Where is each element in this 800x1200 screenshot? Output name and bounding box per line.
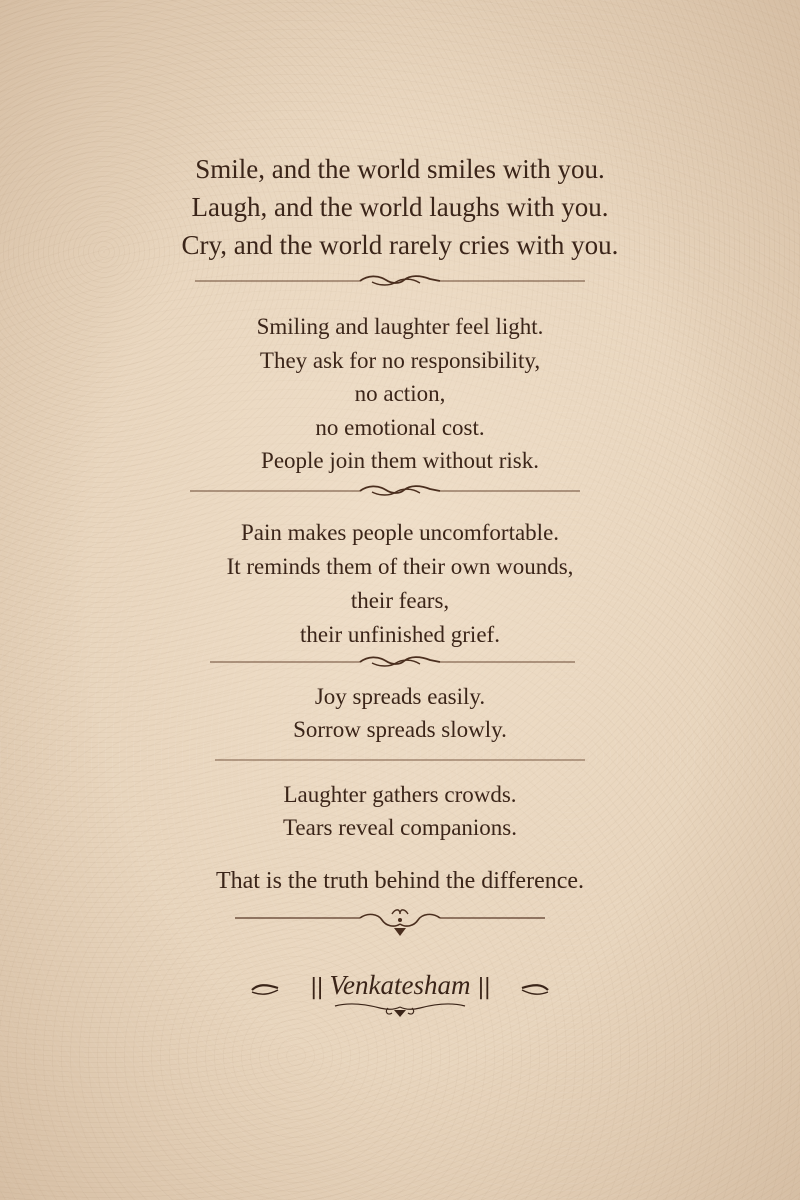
stanza-4 bbox=[0, 680, 800, 746]
poem-line: Laugh, and the world laughs with you. bbox=[191, 192, 609, 222]
thin-divider-line bbox=[0, 753, 800, 773]
poem-line: Pain makes people uncomfortable. bbox=[240, 520, 560, 545]
signature-bars-left: || bbox=[309, 975, 323, 1000]
poem-line: People join them without risk. bbox=[261, 448, 539, 473]
poem-line: Smiling and laughter feel light. bbox=[256, 314, 544, 339]
poem-line: no emotional cost. bbox=[315, 414, 485, 440]
poem-line: their unfinished grief. bbox=[300, 622, 500, 647]
poem-line: Tears reveal companions. bbox=[282, 815, 518, 840]
signature-name: Venkatesham bbox=[329, 970, 471, 1000]
signature-bars-right: || bbox=[477, 975, 491, 1000]
closing-line bbox=[0, 864, 800, 898]
poem-line: Sorrow spreads slowly. bbox=[293, 717, 507, 742]
signature bbox=[0, 964, 800, 1024]
stanza-5 bbox=[0, 778, 800, 844]
poem-line: They ask for no responsibility, bbox=[259, 347, 541, 373]
poem-line: It reminds them of their own wounds, bbox=[226, 554, 574, 579]
fleuron-ornament-icon bbox=[0, 906, 800, 946]
stanza-3 bbox=[0, 516, 800, 652]
flourish-divider-icon bbox=[0, 271, 800, 291]
stanza-2 bbox=[0, 310, 800, 478]
poem-line: their fears, bbox=[350, 588, 450, 613]
poem-line: no action, bbox=[354, 381, 446, 406]
signature-text bbox=[0, 970, 800, 1001]
poem-line: That is the truth behind the difference. bbox=[215, 868, 585, 894]
flourish-divider-icon bbox=[0, 652, 800, 672]
poem-line: Joy spreads easily. bbox=[314, 684, 486, 709]
poem-line: Smile, and the world smiles with you. bbox=[195, 154, 605, 184]
poem-line: Cry, and the world rarely cries with you. bbox=[181, 230, 619, 260]
poem-line: Laughter gathers crowds. bbox=[283, 782, 517, 807]
flourish-divider-icon bbox=[0, 481, 800, 501]
stanza-1 bbox=[0, 150, 800, 264]
